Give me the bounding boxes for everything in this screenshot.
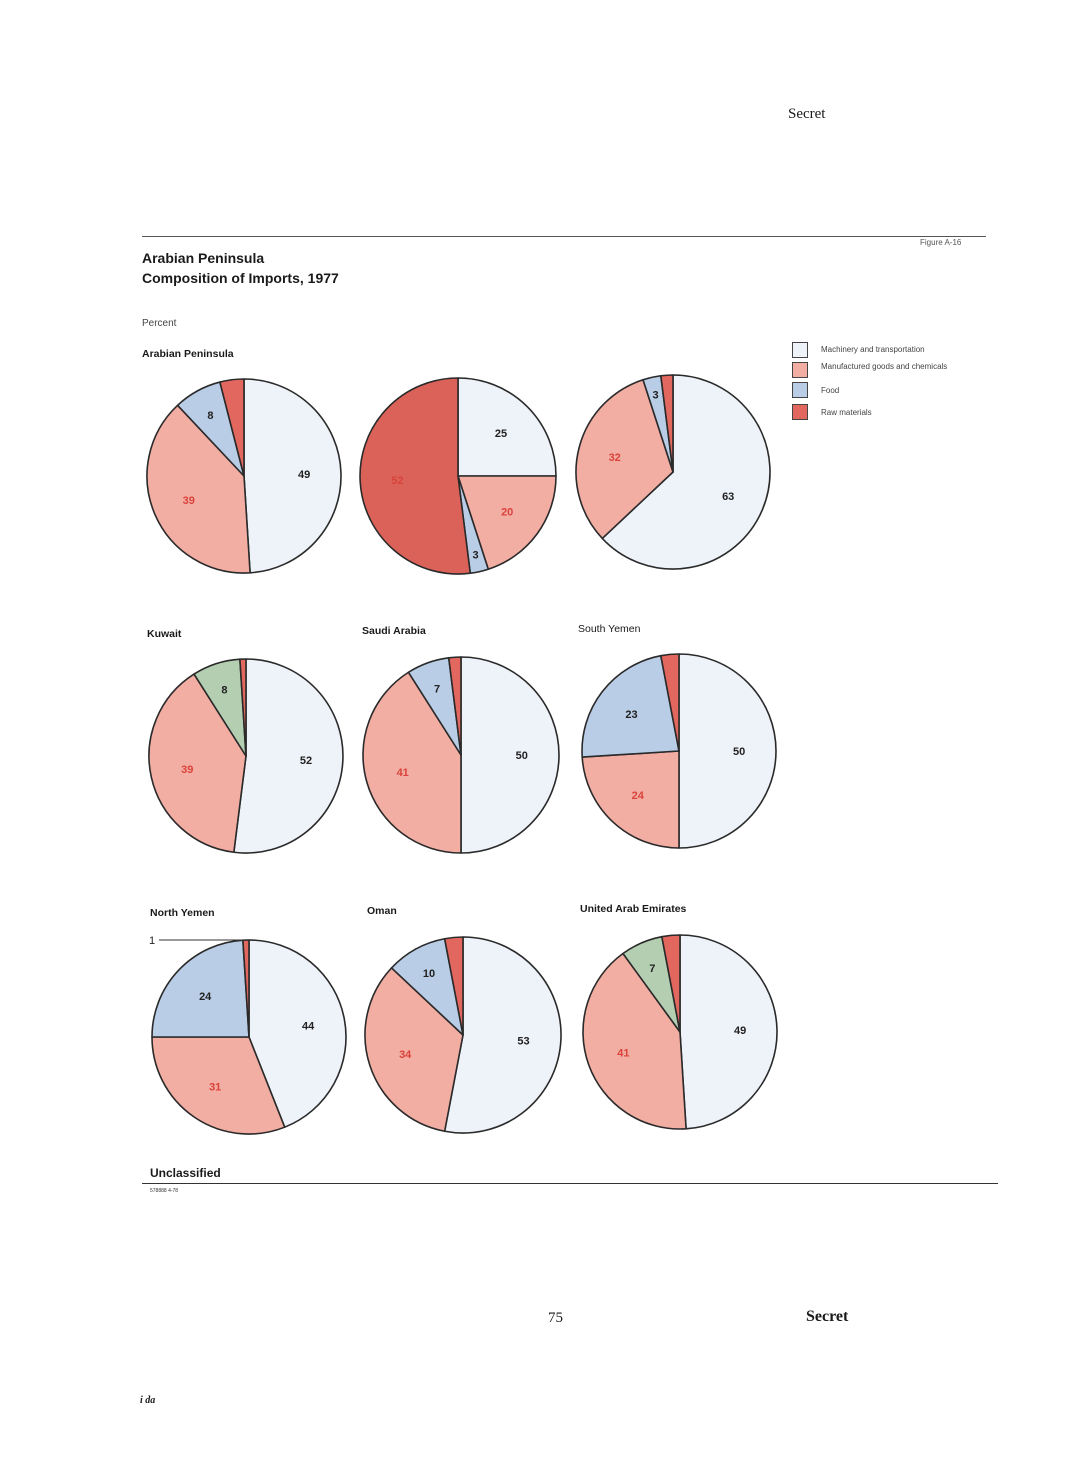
pie-slice-label: 24	[199, 990, 212, 1003]
pie-slice-label: 23	[625, 709, 638, 722]
figure-label: Figure A-16	[920, 238, 962, 247]
bottom-classification: Secret	[806, 1308, 849, 1325]
pie-slice-label: 8	[207, 409, 214, 422]
pie-slice-raw	[360, 378, 470, 574]
corner-mark: i da	[140, 1395, 156, 1406]
unit-label: Percent	[142, 318, 177, 329]
pie-slice-label: 39	[181, 764, 194, 777]
chart-title-arabian-peninsula: Arabian Peninsula	[142, 348, 234, 360]
figure-subtitle: Composition of Imports, 1977	[142, 270, 339, 286]
pie-chart-7	[365, 937, 561, 1133]
pie-slice-label: 34	[399, 1048, 412, 1061]
pie-slice-label: 50	[732, 746, 746, 758]
pie-chart-2	[576, 375, 770, 569]
pie-slice-manufactured	[582, 751, 679, 848]
chart-title-saudi-arabia: Saudi Arabia	[362, 625, 426, 637]
chart-title-oman: Oman	[367, 905, 397, 917]
pie-slice-label: 32	[608, 452, 621, 464]
pie-slice-label: 49	[297, 469, 311, 482]
footer-classification: Unclassified	[150, 1166, 221, 1180]
pie-slice-machinery	[244, 379, 341, 573]
pie-chart-4	[363, 657, 559, 853]
pie-chart-5	[582, 654, 776, 848]
pie-slice-label: 49	[733, 1025, 747, 1038]
pie-slice-label: 7	[434, 683, 441, 696]
callout-label: 1	[149, 935, 156, 947]
top-classification: Secret	[788, 106, 826, 122]
pie-slice-label: 20	[501, 506, 514, 519]
pie-slice-label: 41	[617, 1047, 630, 1060]
pie-slice-label: 25	[494, 428, 508, 440]
pie-slice-machinery	[461, 657, 559, 853]
legend-label: Machinery and transportation	[821, 345, 925, 354]
chart-title-kuwait: Kuwait	[147, 628, 182, 640]
page-number: 75	[548, 1310, 563, 1326]
chart-title-south-yemen: South Yemen	[578, 623, 641, 635]
pie-slice-label: 7	[649, 962, 656, 975]
pie-slice-label: 31	[209, 1081, 222, 1094]
pie-chart-0	[147, 379, 341, 573]
legend-label: Raw materials	[821, 408, 872, 417]
footer-code: 578888 4-78	[150, 1188, 179, 1194]
pie-slice-label: 53	[517, 1035, 530, 1048]
legend-label: Manufactured goods and chemicals	[821, 362, 948, 371]
pie-slice-machinery	[680, 935, 777, 1129]
pie-chart-1	[360, 378, 556, 574]
figure-title: Arabian Peninsula	[142, 250, 265, 266]
pie-slice-food	[152, 940, 249, 1037]
pie-slice-label: 24	[631, 789, 644, 802]
pie-chart-8	[583, 935, 777, 1129]
pie-slice-label: 3	[472, 549, 479, 562]
pie-slice-label: 52	[299, 754, 313, 767]
pie-slice-label: 44	[301, 1020, 315, 1033]
pie-slice-label: 3	[652, 389, 659, 402]
pie-slice-label: 41	[396, 767, 409, 779]
legend-label: Food	[821, 386, 840, 395]
pie-slice-label: 39	[182, 494, 195, 507]
pie-slice-machinery	[679, 654, 776, 848]
figure-bottom-rule	[142, 1183, 998, 1184]
pie-slice-label: 63	[722, 490, 735, 503]
pie-slice-label: 8	[221, 684, 228, 697]
pie-slice-machinery	[234, 659, 343, 853]
pie-slice-machinery	[458, 378, 556, 476]
pie-chart-6	[149, 935, 346, 1134]
pie-slice-label: 10	[422, 968, 436, 981]
pie-slice-label: 50	[515, 750, 528, 762]
pie-chart-3	[149, 659, 343, 853]
pie-slice-label: 52	[391, 474, 404, 487]
chart-title-north-yemen: North Yemen	[150, 907, 215, 919]
chart-title-uae: United Arab Emirates	[580, 903, 687, 915]
